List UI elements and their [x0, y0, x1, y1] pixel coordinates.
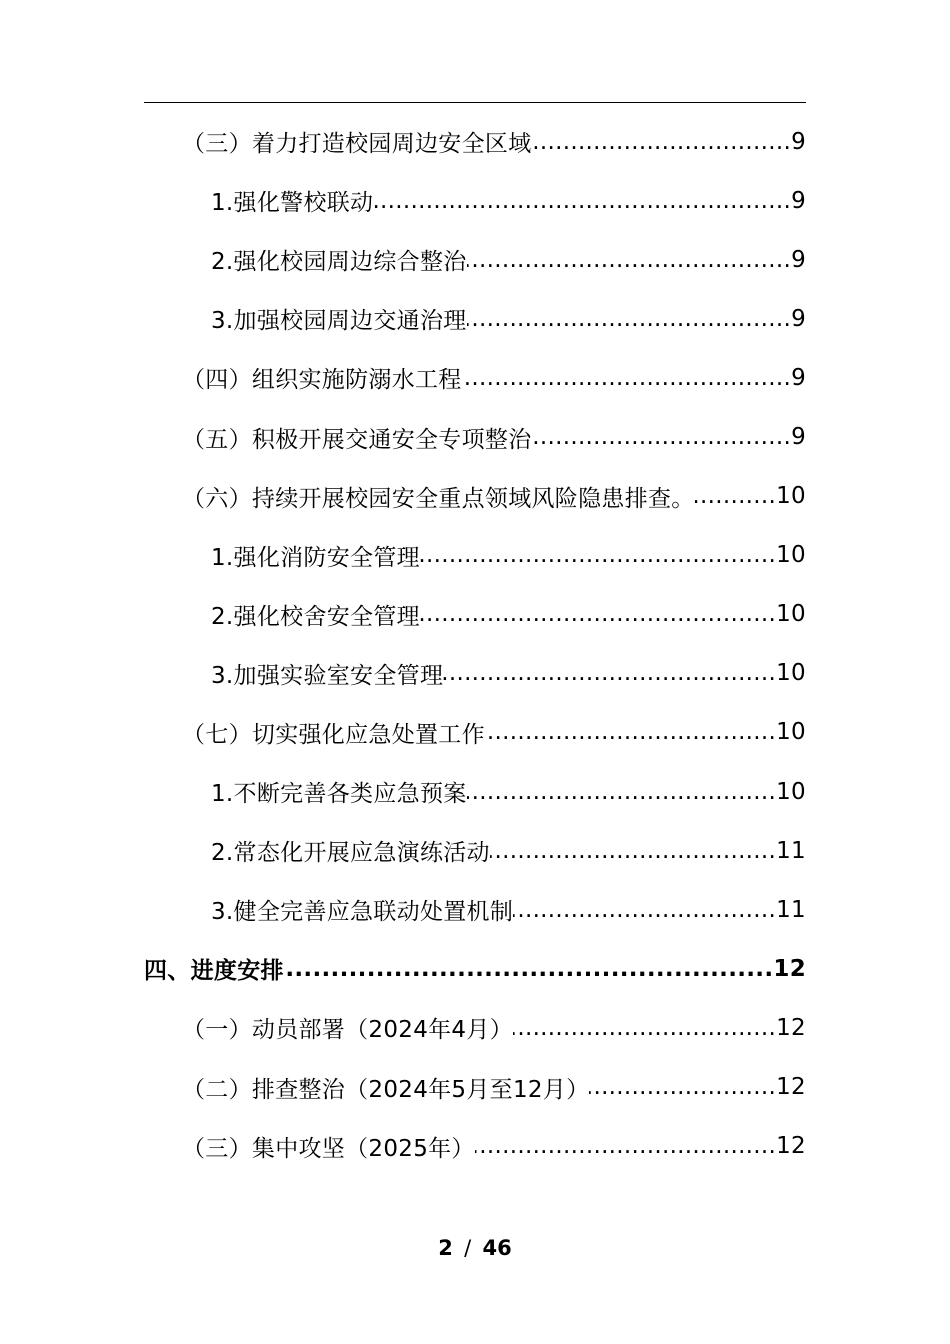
toc-entry[interactable]	[0, 1117, 950, 1176]
page-number-footer	[0, 1236, 950, 1260]
toc-entry-page-number: 10	[776, 483, 806, 510]
toc-entry-title: 3.加强实验室安全管理	[211, 662, 444, 689]
toc-entry[interactable]	[0, 171, 950, 230]
toc-entry[interactable]	[0, 703, 950, 762]
toc-dot-leader	[490, 838, 776, 864]
toc-entry-title: 3.健全完善应急联动处置机制	[211, 899, 514, 926]
toc-entry[interactable]	[0, 289, 950, 348]
toc-entry-page-number: 9	[791, 364, 806, 391]
toc-entry-page-number: 10	[776, 542, 806, 569]
toc-dot-leader	[467, 247, 792, 273]
toc-entry-title: 1.强化消防安全管理	[211, 544, 420, 571]
toc-entry-title: 2.强化校园周边综合整治	[211, 249, 467, 276]
toc-dot-leader	[513, 1015, 776, 1041]
toc-entry[interactable]	[0, 939, 950, 998]
toc-dot-leader	[532, 129, 792, 155]
toc-entry[interactable]	[0, 880, 950, 939]
toc-dot-leader	[373, 188, 791, 214]
toc-entry-title: 2.常态化开展应急演练活动	[211, 840, 490, 867]
toc-entry-page-number: 10	[776, 719, 806, 746]
toc-dot-leader	[420, 542, 776, 568]
toc-dot-leader	[284, 956, 774, 982]
toc-dot-leader	[467, 779, 777, 805]
toc-entry-page-number: 9	[791, 246, 806, 273]
toc-dot-leader	[420, 601, 776, 627]
toc-dot-leader	[695, 483, 777, 509]
toc-entry[interactable]	[0, 821, 950, 880]
toc-entry-page-number: 11	[776, 837, 806, 864]
toc-entry[interactable]	[0, 230, 950, 289]
toc-dot-leader	[485, 719, 776, 745]
toc-entry-page-number: 12	[776, 1014, 806, 1041]
toc-entry-title: （二）排查整治（2024年5月至12月）	[182, 1076, 590, 1103]
table-of-contents	[0, 112, 950, 1176]
toc-dot-leader	[443, 660, 776, 686]
toc-entry[interactable]	[0, 1058, 950, 1117]
toc-entry-page-number: 12	[773, 955, 806, 982]
page-number-separator: /	[464, 1236, 472, 1260]
toc-dot-leader	[475, 1133, 776, 1159]
toc-dot-leader	[462, 365, 791, 391]
current-page-number: 2	[438, 1236, 453, 1260]
toc-entry-title: （五）积极开展交通安全专项整治	[182, 426, 532, 453]
toc-entry[interactable]	[0, 998, 950, 1057]
toc-entry-title: （三）集中攻坚（2025年）	[182, 1135, 475, 1162]
total-page-count: 46	[482, 1236, 512, 1260]
toc-entry-title: 1.不断完善各类应急预案	[211, 781, 467, 808]
toc-entry[interactable]	[0, 348, 950, 407]
toc-entry-page-number: 9	[791, 305, 806, 332]
toc-entry-page-number: 12	[776, 1133, 806, 1160]
toc-entry[interactable]	[0, 762, 950, 821]
toc-entry[interactable]	[0, 467, 950, 526]
toc-entry-title: 2.强化校舍安全管理	[211, 603, 420, 630]
toc-entry-page-number: 10	[776, 778, 806, 805]
toc-entry-page-number: 9	[791, 128, 806, 155]
toc-entry-page-number: 10	[776, 660, 806, 687]
toc-dot-leader	[467, 306, 792, 332]
toc-entry-title: （一）动员部署（2024年4月）	[182, 1017, 513, 1044]
toc-entry-title: （三）着力打造校园周边安全区域	[182, 131, 532, 158]
toc-entry-title: （四）组织实施防溺水工程	[182, 367, 462, 394]
toc-entry[interactable]	[0, 112, 950, 171]
toc-entry-title: 四、进度安排	[144, 958, 284, 985]
toc-entry[interactable]	[0, 644, 950, 703]
toc-dot-leader	[532, 424, 792, 450]
toc-entry-page-number: 9	[791, 187, 806, 214]
toc-entry-title: （六）持续开展校园安全重点领域风险隐患排查。	[182, 485, 695, 512]
toc-dot-leader	[513, 897, 776, 923]
header-rule	[144, 102, 806, 103]
toc-entry-page-number: 12	[776, 1074, 806, 1101]
toc-entry[interactable]	[0, 585, 950, 644]
toc-dot-leader	[589, 1074, 776, 1100]
toc-entry[interactable]	[0, 526, 950, 585]
toc-entry-page-number: 11	[776, 896, 806, 923]
toc-entry-title: 3.加强校园周边交通治理	[211, 308, 467, 335]
toc-entry-page-number: 9	[791, 424, 806, 451]
toc-entry[interactable]	[0, 407, 950, 466]
toc-entry-title: 1.强化警校联动	[211, 190, 374, 217]
toc-entry-page-number: 10	[776, 601, 806, 628]
toc-entry-title: （七）切实强化应急处置工作	[182, 721, 485, 748]
